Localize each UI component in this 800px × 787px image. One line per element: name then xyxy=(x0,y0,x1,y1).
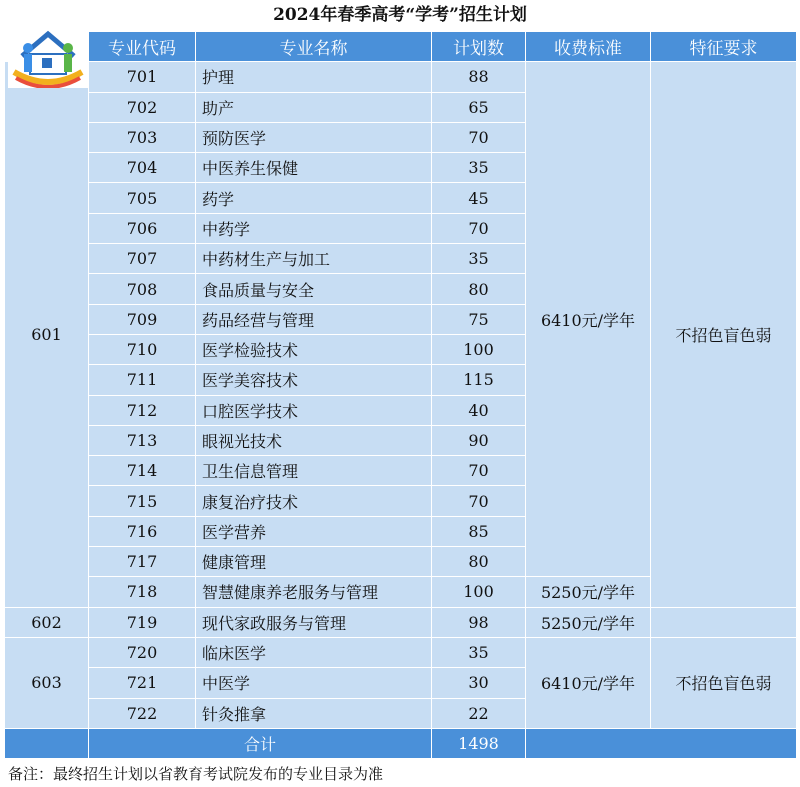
table-header-row xyxy=(5,32,797,62)
group-code: 602 xyxy=(5,607,89,637)
major-code: 713 xyxy=(89,425,196,455)
total-blank xyxy=(5,728,89,758)
major-code: 702 xyxy=(89,92,196,122)
plan-count: 80 xyxy=(432,274,526,304)
major-name: 临床医学 xyxy=(196,637,432,667)
major-code: 704 xyxy=(89,153,196,183)
fee-cell: 5250元/学年 xyxy=(526,607,651,637)
major-name: 预防医学 xyxy=(196,122,432,152)
major-name: 医学检验技术 xyxy=(196,334,432,364)
major-code: 722 xyxy=(89,698,196,728)
major-code: 720 xyxy=(89,637,196,667)
major-name: 食品质量与安全 xyxy=(196,274,432,304)
plan-count: 65 xyxy=(432,92,526,122)
family-house-logo xyxy=(8,26,88,88)
major-name: 药品经营与管理 xyxy=(196,304,432,334)
page-title: 2024年春季高考“学考”招生计划 xyxy=(273,5,527,25)
total-row xyxy=(5,728,797,758)
major-name: 卫生信息管理 xyxy=(196,456,432,486)
major-name: 护理 xyxy=(196,62,432,92)
major-name: 口腔医学技术 xyxy=(196,395,432,425)
major-code: 717 xyxy=(89,547,196,577)
major-code: 715 xyxy=(89,486,196,516)
major-name: 医学营养 xyxy=(196,516,432,546)
major-name: 中药学 xyxy=(196,213,432,243)
table-row xyxy=(5,637,797,667)
major-name: 眼视光技术 xyxy=(196,425,432,455)
major-code: 701 xyxy=(89,62,196,92)
header-name: 专业名称 xyxy=(196,32,432,62)
major-code: 710 xyxy=(89,334,196,364)
plan-count: 98 xyxy=(432,607,526,637)
total-fill xyxy=(526,728,797,758)
major-code: 711 xyxy=(89,365,196,395)
table-row xyxy=(5,607,797,637)
total-label: 合计 xyxy=(89,728,432,758)
major-code: 707 xyxy=(89,244,196,274)
plan-count: 100 xyxy=(432,577,526,607)
plan-count: 35 xyxy=(432,637,526,667)
major-name: 医学美容技术 xyxy=(196,365,432,395)
major-code: 703 xyxy=(89,122,196,152)
major-name: 现代家政服务与管理 xyxy=(196,607,432,637)
footnote: 备注：最终招生计划以省教育考试院发布的专业目录为准 xyxy=(8,765,384,783)
plan-count: 100 xyxy=(432,334,526,364)
plan-count: 45 xyxy=(432,183,526,213)
plan-count: 88 xyxy=(432,62,526,92)
header-fee: 收费标准 xyxy=(526,32,651,62)
plan-count: 70 xyxy=(432,456,526,486)
group-code: 601 xyxy=(5,62,89,607)
requirement-cell: 不招色盲色弱 xyxy=(651,62,797,607)
major-name: 助产 xyxy=(196,92,432,122)
major-name: 健康管理 xyxy=(196,547,432,577)
table-row xyxy=(5,62,797,92)
enrollment-plan-table xyxy=(4,31,797,759)
major-name: 中药材生产与加工 xyxy=(196,244,432,274)
fee-cell: 6410元/学年 xyxy=(526,62,651,577)
plan-count: 70 xyxy=(432,122,526,152)
major-name: 智慧健康养老服务与管理 xyxy=(196,577,432,607)
major-name: 针灸推拿 xyxy=(196,698,432,728)
header-requirement: 特征要求 xyxy=(651,32,797,62)
major-code: 719 xyxy=(89,607,196,637)
major-code: 708 xyxy=(89,274,196,304)
major-code: 718 xyxy=(89,577,196,607)
plan-count: 35 xyxy=(432,244,526,274)
plan-count: 35 xyxy=(432,153,526,183)
plan-count: 85 xyxy=(432,516,526,546)
major-code: 709 xyxy=(89,304,196,334)
plan-count: 75 xyxy=(432,304,526,334)
header-plan: 计划数 xyxy=(432,32,526,62)
plan-count: 40 xyxy=(432,395,526,425)
plan-count: 115 xyxy=(432,365,526,395)
major-name: 药学 xyxy=(196,183,432,213)
plan-count: 80 xyxy=(432,547,526,577)
fee-cell: 6410元/学年 xyxy=(526,637,651,728)
major-code: 721 xyxy=(89,668,196,698)
major-name: 中医学 xyxy=(196,668,432,698)
plan-count: 70 xyxy=(432,213,526,243)
major-code: 706 xyxy=(89,213,196,243)
major-name: 康复治疗技术 xyxy=(196,486,432,516)
plan-count: 70 xyxy=(432,486,526,516)
plan-count: 90 xyxy=(432,425,526,455)
major-name: 中医养生保健 xyxy=(196,153,432,183)
fee-cell: 5250元/学年 xyxy=(526,577,651,607)
plan-count: 30 xyxy=(432,668,526,698)
total-value: 1498 xyxy=(432,728,526,758)
requirement-cell: 不招色盲色弱 xyxy=(651,637,797,728)
major-code: 705 xyxy=(89,183,196,213)
major-code: 714 xyxy=(89,456,196,486)
requirement-cell xyxy=(651,607,797,637)
plan-count: 22 xyxy=(432,698,526,728)
group-code: 603 xyxy=(5,637,89,728)
header-code: 专业代码 xyxy=(89,32,196,62)
major-code: 716 xyxy=(89,516,196,546)
major-code: 712 xyxy=(89,395,196,425)
